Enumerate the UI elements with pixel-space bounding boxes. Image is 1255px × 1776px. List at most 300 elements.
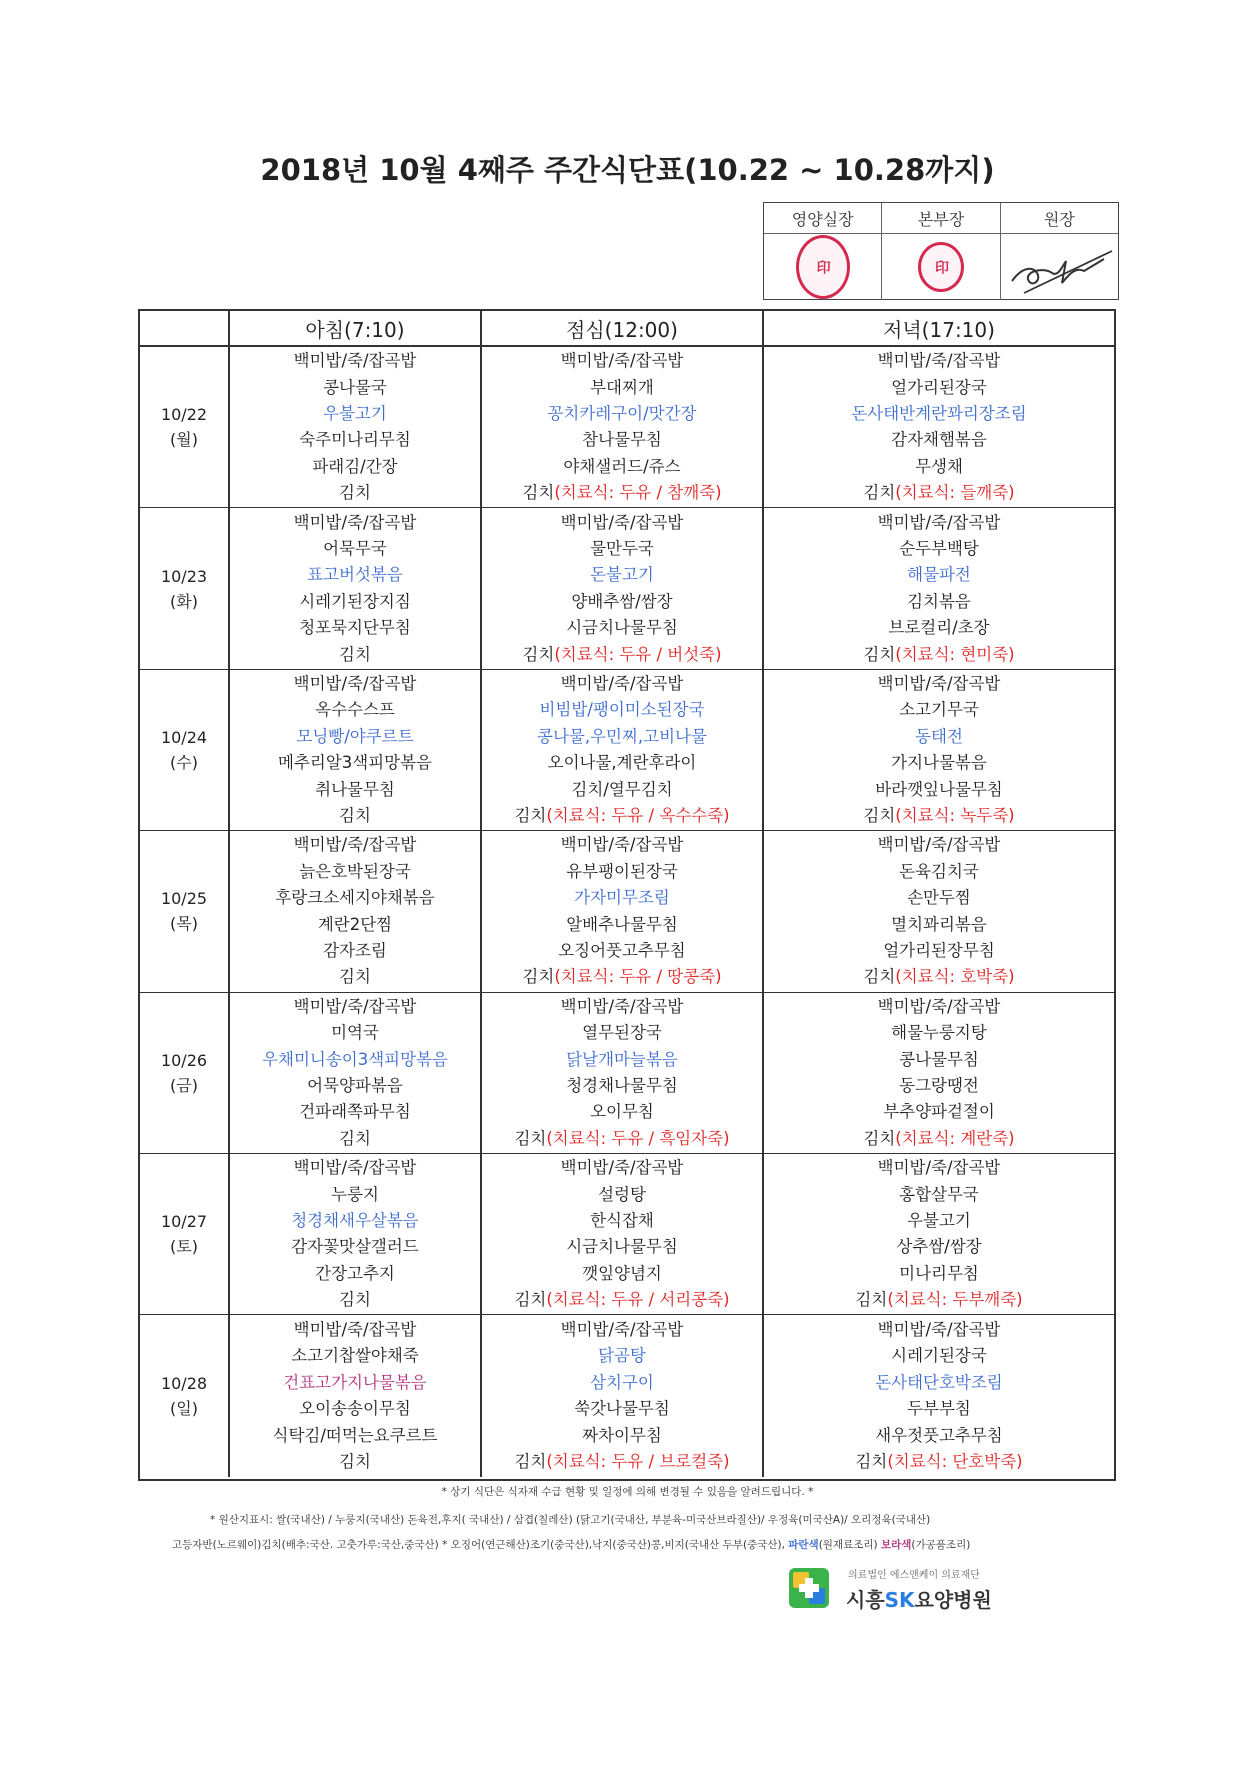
- menu-item: [482, 724, 762, 750]
- menu-item: [482, 697, 762, 723]
- breakfast-cell: [230, 1154, 482, 1314]
- menu-item-text: 비빔밥/팽이미소된장국: [539, 700, 705, 720]
- menu-item-text: 시레기된장국: [891, 1346, 987, 1366]
- day-weekday: (수): [170, 752, 198, 772]
- menu-item: [230, 777, 480, 803]
- menu-item: [482, 401, 762, 427]
- menu-item-text: 홍합살무국: [899, 1184, 979, 1204]
- menu-item-text: 콩나물,우민찌,고비나물: [537, 726, 707, 746]
- breakfast-cell: [230, 1315, 482, 1476]
- menu-item: [764, 964, 1114, 990]
- menu-item: [230, 671, 480, 697]
- menu-item-text: 시금치나물무침: [566, 618, 678, 638]
- menu-item: [230, 724, 480, 750]
- menu-item: [482, 1370, 762, 1396]
- menu-item: [230, 401, 480, 427]
- menu-item-text: 오이무침: [590, 1102, 654, 1122]
- menu-item: [482, 454, 762, 480]
- day-date-cell: [140, 1315, 230, 1476]
- menu-item-text: 늙은호박된장국: [299, 861, 411, 881]
- menu-item-text: 김치: [339, 967, 371, 987]
- menu-item: [764, 589, 1114, 615]
- menu-item: [482, 859, 762, 885]
- breakfast-cell: [230, 993, 482, 1153]
- menu-item: [230, 348, 480, 374]
- menu-item: [764, 671, 1114, 697]
- menu-item-text: 삼치구이: [590, 1372, 654, 1392]
- header-dinner: 저녁(17:10): [883, 317, 995, 342]
- menu-item-text: 부추양파겉절이: [883, 1102, 995, 1122]
- menu-item-text: 돈불고기: [590, 565, 654, 585]
- therapy-diet-note: (치료식: 계란죽): [895, 1128, 1015, 1148]
- menu-item-text: 참나물무침: [582, 430, 662, 450]
- menu-item-text: 백미밥/죽/잡곡밥: [293, 996, 417, 1016]
- menu-item-text: 김치볶음: [907, 591, 971, 611]
- menu-item-text: 우불고기: [323, 403, 387, 423]
- menu-item: [482, 1396, 762, 1422]
- day-weekday: (목): [170, 914, 198, 934]
- menu-item: [482, 562, 762, 588]
- hospital-logo-icon: [787, 1566, 831, 1610]
- menu-item: [482, 994, 762, 1020]
- menu-item-text: 깻잎양념지: [582, 1263, 662, 1283]
- menu-item: [764, 938, 1114, 964]
- menu-item-text: 백미밥/죽/잡곡밥: [293, 673, 417, 693]
- menu-item: [764, 1126, 1114, 1152]
- menu-item-text: 얼가리된장국: [891, 377, 987, 397]
- menu-item: [482, 348, 762, 374]
- menu-item-text: 닭곰탕: [598, 1346, 646, 1366]
- menu-item: [482, 1343, 762, 1369]
- menu-item-text: 백미밥/죽/잡곡밥: [560, 835, 684, 855]
- therapy-diet-note: (치료식: 녹두죽): [895, 805, 1015, 825]
- menu-item: [764, 1047, 1114, 1073]
- menu-item-text: 간장고추지: [315, 1263, 395, 1283]
- menu-item-text: 백미밥/죽/잡곡밥: [560, 1319, 684, 1339]
- day-weekday: (금): [170, 1075, 198, 1095]
- menu-item-text: 김치: [339, 483, 371, 503]
- menu-item: [230, 615, 480, 641]
- menu-item-text: 설렁탕: [598, 1184, 646, 1204]
- menu-item: [482, 589, 762, 615]
- menu-item: [764, 1073, 1114, 1099]
- menu-item: [764, 803, 1114, 829]
- breakfast-cell: [230, 831, 482, 991]
- menu-item: [764, 562, 1114, 588]
- menu-item: [230, 964, 480, 990]
- therapy-diet-note: (치료식: 두유 / 옥수수죽): [546, 805, 730, 825]
- day-date: 10/25: [160, 889, 208, 909]
- therapy-diet-note: (치료식: 두유 / 버섯죽): [554, 644, 722, 664]
- day-date-cell: [140, 347, 230, 507]
- menu-item-text: 우채미니송이3색피망볶음: [262, 1049, 448, 1069]
- menu-item: [482, 1449, 762, 1475]
- day-date-cell: [140, 508, 230, 668]
- menu-item-text: 백미밥/죽/잡곡밥: [293, 1319, 417, 1339]
- menu-item-text: 상추쌈/쌈장: [896, 1237, 982, 1257]
- menu-item: [230, 697, 480, 723]
- dinner-cell: [764, 1154, 1114, 1314]
- menu-item: [230, 427, 480, 453]
- menu-item: [764, 454, 1114, 480]
- therapy-diet-note: (치료식: 단호박죽): [887, 1452, 1023, 1472]
- menu-item-text: 김치: [863, 805, 896, 825]
- menu-item: [764, 1234, 1114, 1260]
- menu-item-text: 김치: [339, 1290, 371, 1310]
- therapy-diet-note: (치료식: 두유 / 흑임자죽): [546, 1128, 730, 1148]
- menu-item: [230, 1126, 480, 1152]
- breakfast-cell: [230, 670, 482, 830]
- menu-item: [482, 1073, 762, 1099]
- day-weekday: (토): [170, 1237, 198, 1257]
- menu-item-text: 김치: [855, 1290, 888, 1310]
- menu-item-text: 우불고기: [907, 1210, 971, 1230]
- menu-item: [230, 1234, 480, 1260]
- menu-item-text: 오이송송이무침: [299, 1399, 411, 1419]
- menu-item-text: 김치: [863, 644, 896, 664]
- menu-item: [230, 885, 480, 911]
- menu-item-text: 김치/열무김치: [571, 779, 673, 799]
- menu-item-text: 누룽지: [331, 1184, 379, 1204]
- lunch-cell: [482, 670, 764, 830]
- menu-item: [764, 1020, 1114, 1046]
- menu-item-text: 백미밥/죽/잡곡밥: [293, 835, 417, 855]
- menu-item: [482, 777, 762, 803]
- menu-item: [482, 642, 762, 668]
- menu-item: [764, 1287, 1114, 1313]
- menu-item-text: 소고기찹쌀야채죽: [291, 1346, 419, 1366]
- menu-item: [230, 994, 480, 1020]
- day-row: [140, 670, 1114, 831]
- header-breakfast: 아침(7:10): [230, 311, 482, 345]
- menu-item-text: 돈육김치국: [899, 861, 979, 881]
- menu-item: [764, 480, 1114, 506]
- menu-item: [482, 1317, 762, 1343]
- menu-item-text: 동그랑땡전: [899, 1075, 979, 1095]
- dinner-cell: [764, 831, 1114, 991]
- menu-item-text: 청경채나물무침: [566, 1075, 678, 1095]
- menu-item-text: 닭날개마늘볶음: [566, 1049, 678, 1069]
- menu-item: [230, 803, 480, 829]
- menu-item: [482, 615, 762, 641]
- menu-item: [230, 642, 480, 668]
- menu-item-text: 유부팽이된장국: [566, 861, 678, 881]
- day-date-cell: [140, 1154, 230, 1314]
- menu-item: [482, 803, 762, 829]
- day-row: [140, 831, 1114, 992]
- org-subtitle: 의료법인 에스앤케이 의료재단: [848, 1570, 980, 1581]
- menu-item: [230, 750, 480, 776]
- menu-item: [764, 615, 1114, 641]
- menu-item: [230, 1396, 480, 1422]
- menu-item: [764, 1396, 1114, 1422]
- menu-item: [230, 454, 480, 480]
- therapy-diet-note: (치료식: 현미죽): [895, 644, 1015, 664]
- menu-item: [764, 832, 1114, 858]
- menu-item: [764, 1099, 1114, 1125]
- menu-item-text: 백미밥/죽/잡곡밥: [877, 512, 1001, 532]
- approval-label-nutrition: 영양실장: [764, 203, 882, 233]
- menu-item: [764, 510, 1114, 536]
- menu-item-text: 부대찌개: [590, 377, 654, 397]
- day-row: [140, 1154, 1114, 1315]
- menu-item: [764, 427, 1114, 453]
- page-title: 2018년 10월 4째주 주간식단표(10.22 ~ 10.28까지): [260, 153, 995, 187]
- menu-item-text: 시레기된장지짐: [299, 591, 411, 611]
- breakfast-cell: [230, 508, 482, 668]
- menu-item-text: 백미밥/죽/잡곡밥: [293, 351, 417, 371]
- menu-item-text: 백미밥/죽/잡곡밥: [877, 1158, 1001, 1178]
- menu-item-text: 미나리무침: [899, 1263, 979, 1283]
- menu-item: [230, 1099, 480, 1125]
- menu-item-text: 백미밥/죽/잡곡밥: [560, 351, 684, 371]
- day-weekday: (월): [170, 430, 198, 450]
- menu-item-text: 감자채햄볶음: [891, 430, 987, 450]
- menu-item-text: 김치: [855, 1452, 888, 1472]
- menu-item: [230, 1423, 480, 1449]
- day-date-cell: [140, 831, 230, 991]
- menu-item-text: 감자꽃맛살갤러드: [291, 1237, 419, 1257]
- menu-item-text: 무생채: [915, 456, 963, 476]
- day-date: 10/26: [160, 1050, 208, 1070]
- menu-item-text: 김치: [514, 1290, 547, 1310]
- dinner-cell: [764, 347, 1114, 507]
- menu-item-text: 백미밥/죽/잡곡밥: [877, 673, 1001, 693]
- menu-item-text: 얼가리된장무침: [883, 940, 995, 960]
- day-date-cell: [140, 670, 230, 830]
- menu-item: [764, 642, 1114, 668]
- menu-item-text: 해물누룽지탕: [891, 1023, 987, 1043]
- day-date: 10/27: [160, 1212, 208, 1232]
- day-date: 10/28: [160, 1374, 208, 1394]
- menu-item: [764, 777, 1114, 803]
- menu-item-text: 오징어풋고추무침: [558, 940, 686, 960]
- menu-item-text: 미역국: [331, 1023, 379, 1043]
- menu-item-text: 알배추나물무침: [566, 914, 678, 934]
- menu-item-text: 표고버섯볶음: [307, 565, 403, 585]
- menu-item: [482, 832, 762, 858]
- menu-item: [764, 1370, 1114, 1396]
- menu-item: [764, 536, 1114, 562]
- menu-item-text: 손만두찜: [907, 888, 971, 908]
- menu-item-text: 멸치꽈리볶음: [891, 914, 987, 934]
- approval-label-director: 본부장: [882, 203, 1000, 233]
- legend-purple: 보라색: [880, 1539, 912, 1551]
- day-row: [140, 347, 1114, 508]
- menu-item: [764, 912, 1114, 938]
- menu-item: [764, 1182, 1114, 1208]
- menu-item-text: 김치: [514, 1128, 547, 1148]
- menu-item: [230, 1155, 480, 1181]
- menu-item-text: 김치: [339, 1452, 371, 1472]
- menu-item-text: 백미밥/죽/잡곡밥: [560, 996, 684, 1016]
- seal-stamp-icon: 印: [918, 242, 964, 292]
- menu-item: [764, 859, 1114, 885]
- menu-item: [230, 1261, 480, 1287]
- menu-item-text: 콩나물국: [323, 377, 387, 397]
- menu-item: [482, 885, 762, 911]
- menu-item: [764, 994, 1114, 1020]
- menu-item: [482, 671, 762, 697]
- menu-item: [764, 724, 1114, 750]
- menu-item-text: 김치: [863, 967, 896, 987]
- menu-item: [230, 562, 480, 588]
- menu-item-text: 백미밥/죽/잡곡밥: [560, 673, 684, 693]
- menu-item: [764, 375, 1114, 401]
- menu-item: [230, 938, 480, 964]
- menu-item-text: 가지나물볶음: [891, 753, 987, 773]
- menu-item-text: 열무된장국: [582, 1023, 662, 1043]
- menu-item-text: 동태전: [915, 726, 963, 746]
- menu-item-text: 백미밥/죽/잡곡밥: [877, 996, 1001, 1016]
- dinner-cell: [764, 1315, 1114, 1476]
- menu-item: [764, 750, 1114, 776]
- menu-item: [482, 1099, 762, 1125]
- menu-item-text: 숙주미나리무침: [299, 430, 411, 450]
- dinner-cell: [764, 993, 1114, 1153]
- menu-item: [230, 912, 480, 938]
- menu-item: [764, 1261, 1114, 1287]
- table-header-row: [140, 311, 1114, 347]
- menu-item: [230, 480, 480, 506]
- menu-item-text: 한식잡채: [590, 1210, 654, 1230]
- menu-item: [482, 480, 762, 506]
- menu-item: [482, 375, 762, 401]
- menu-item: [230, 1370, 480, 1396]
- menu-item: [230, 1047, 480, 1073]
- dinner-cell: [764, 670, 1114, 830]
- menu-item: [230, 1208, 480, 1234]
- menu-item: [764, 348, 1114, 374]
- menu-item: [764, 697, 1114, 723]
- menu-item-text: 바라깻잎나물무침: [875, 779, 1003, 799]
- menu-item-text: 옥수수스프: [315, 700, 395, 720]
- menu-item-text: 후랑크소세지야채볶음: [275, 888, 435, 908]
- menu-item-text: 두부부침: [907, 1399, 971, 1419]
- therapy-diet-note: (치료식: 들깨죽): [895, 483, 1015, 503]
- menu-item-text: 새우젓풋고추무침: [875, 1425, 1003, 1445]
- day-row: [140, 1315, 1114, 1476]
- menu-item-text: 시금치나물무침: [566, 1237, 678, 1257]
- menu-item-text: 어묵무국: [323, 538, 387, 558]
- therapy-diet-note: (치료식: 두유 / 참깨죽): [554, 483, 722, 503]
- lunch-cell: [482, 1154, 764, 1314]
- origin-notice-2: 고등자반(노르웨이)김치(배추:국산. 고춧가루:국산,중국산) * 오징어(연근해산)조기(중국산),낙지(중국산)콩,비지(국내산 두부(중국산), 파란색(원재료조리) 보라색(가공품조리): [172, 1539, 971, 1551]
- origin-notice: * 원산지표시: 쌀(국내산) / 누룽지(국내산) 돈육전,후지( 국내산) / 삼겹(칠레산) (닭고기(국내산, 부분육-미국산브라질산)/ 우정육(미국산A)/ 오리정육(국내산): [210, 1514, 931, 1526]
- breakfast-cell: [230, 347, 482, 507]
- menu-item-text: 김치: [514, 1452, 547, 1472]
- day-date: 10/24: [160, 727, 208, 747]
- menu-item: [230, 1020, 480, 1046]
- menu-item-text: 소고기무국: [899, 700, 979, 720]
- therapy-diet-note: (치료식: 호박죽): [895, 967, 1015, 987]
- menu-item-text: 식탁김/떠먹는요쿠르트: [272, 1425, 438, 1445]
- seal-stamp-icon: 印: [796, 235, 850, 299]
- therapy-diet-note: (치료식: 두부깨죽): [887, 1290, 1023, 1310]
- menu-item-text: 야채샐러드/쥬스: [563, 456, 681, 476]
- menu-item-text: 꽁치카레구이/맛간장: [547, 403, 697, 423]
- menu-item-text: 감자조림: [323, 940, 387, 960]
- change-notice: * 상기 식단은 식자재 수급 현황 및 일정에 의해 변경될 수 있음을 알려드립니다. *: [441, 1486, 814, 1498]
- menu-item: [764, 1155, 1114, 1181]
- menu-item-text: 백미밥/죽/잡곡밥: [293, 1158, 417, 1178]
- menu-item: [482, 1020, 762, 1046]
- approval-box: [763, 202, 1119, 300]
- menu-item: [764, 1343, 1114, 1369]
- menu-item-text: 건파래쪽파무침: [299, 1102, 411, 1122]
- day-date: 10/22: [160, 405, 208, 425]
- menu-item-text: 해물파전: [907, 565, 971, 585]
- menu-item-text: 건표고가지나물볶음: [283, 1372, 427, 1392]
- menu-item: [764, 1208, 1114, 1234]
- day-weekday: (일): [170, 1399, 198, 1419]
- menu-item-text: 오이나물,계란후라이: [547, 753, 697, 773]
- header-lunch: 점심(12:00): [482, 311, 764, 345]
- menu-item: [482, 1287, 762, 1313]
- menu-item: [764, 1423, 1114, 1449]
- menu-item-text: 김치: [522, 967, 555, 987]
- menu-item: [230, 832, 480, 858]
- weekly-menu-table: [138, 309, 1116, 1481]
- lunch-cell: [482, 831, 764, 991]
- menu-item: [764, 885, 1114, 911]
- legend-blue: 파란색: [788, 1539, 819, 1551]
- menu-item-text: 양배추쌈/쌈장: [571, 591, 673, 611]
- menu-item-text: 짜차이무침: [582, 1425, 662, 1445]
- menu-item-text: 김치: [863, 483, 896, 503]
- menu-item: [482, 1423, 762, 1449]
- day-weekday: (화): [170, 591, 198, 611]
- menu-item-text: 백미밥/죽/잡곡밥: [877, 1319, 1001, 1339]
- menu-item: [230, 1317, 480, 1343]
- menu-item-text: 브로컬리/초장: [888, 618, 990, 638]
- menu-item: [482, 427, 762, 453]
- menu-item-text: 가자미무조림: [574, 888, 670, 908]
- day-date-cell: [140, 993, 230, 1153]
- menu-item: [482, 938, 762, 964]
- menu-item: [482, 536, 762, 562]
- menu-item: [230, 536, 480, 562]
- menu-item-text: 모닝빵/야쿠르트: [296, 726, 414, 746]
- menu-item: [482, 1126, 762, 1152]
- menu-item-text: 김치: [863, 1128, 896, 1148]
- menu-item-text: 청포묵지단무침: [299, 618, 411, 638]
- menu-item-text: 백미밥/죽/잡곡밥: [560, 512, 684, 532]
- menu-item-text: 김치: [522, 483, 555, 503]
- menu-item-text: 돈사태반계란꽈리장조림: [851, 403, 1027, 423]
- org-name: 시흥SK요양병원: [846, 1588, 992, 1612]
- menu-item: [482, 912, 762, 938]
- menu-item: [230, 1449, 480, 1475]
- menu-item-text: 김치: [339, 805, 371, 825]
- lunch-cell: [482, 508, 764, 668]
- menu-item: [482, 1234, 762, 1260]
- menu-item: [764, 1449, 1114, 1475]
- menu-item: [482, 750, 762, 776]
- menu-item-text: 백미밥/죽/잡곡밥: [877, 351, 1001, 371]
- menu-item: [764, 1317, 1114, 1343]
- menu-item-text: 쑥갓나물무침: [574, 1399, 670, 1419]
- menu-item: [230, 1343, 480, 1369]
- menu-item: [482, 1208, 762, 1234]
- menu-item-text: 취나물무침: [315, 779, 395, 799]
- menu-item: [230, 1287, 480, 1313]
- day-row: [140, 508, 1114, 669]
- dinner-cell: [764, 508, 1114, 668]
- menu-item-text: 김치: [514, 805, 547, 825]
- menu-item-text: 물만두국: [590, 538, 654, 558]
- lunch-cell: [482, 993, 764, 1153]
